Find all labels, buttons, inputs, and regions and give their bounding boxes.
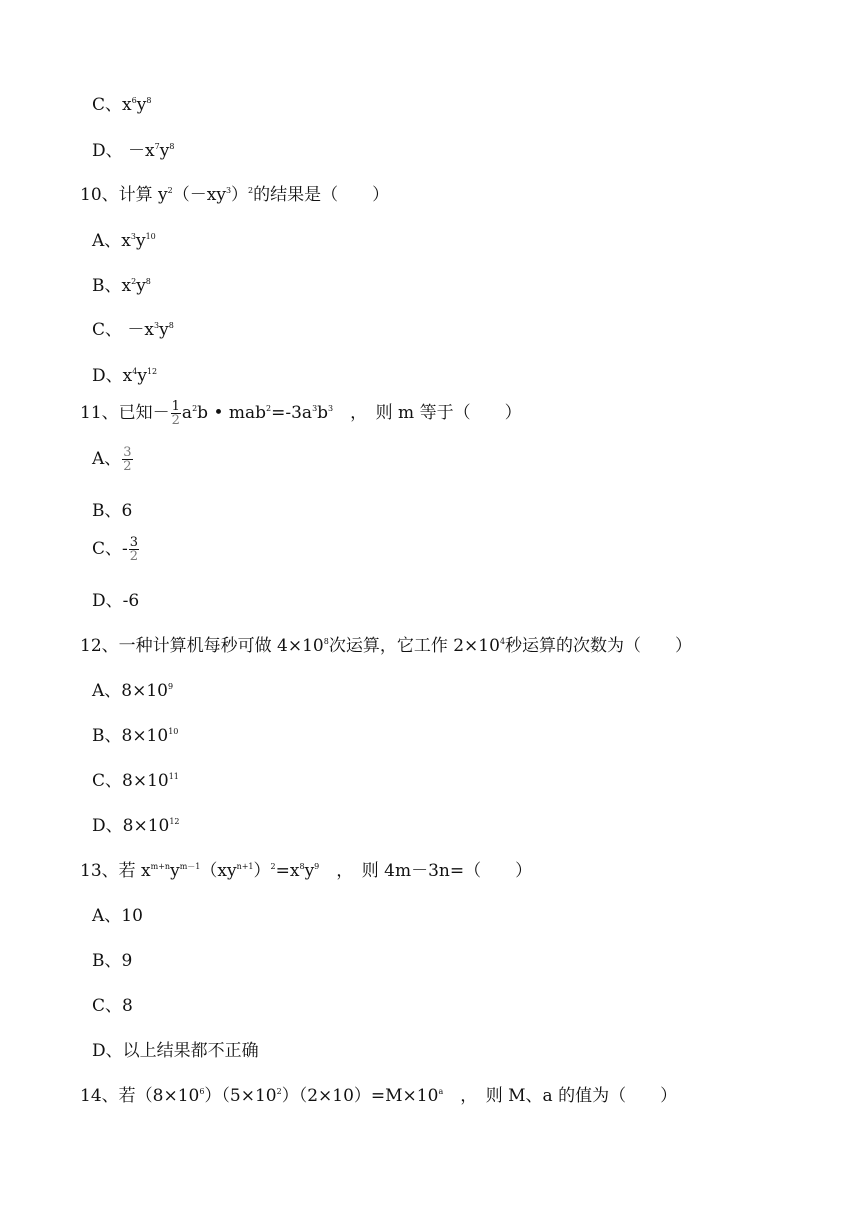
q11-option-d: D、-6 [92, 591, 140, 611]
q9-option-c: C、$x^6y^8$ [92, 95, 152, 115]
question-14-stem: 14、若$(8\times 10^6)(5\times 10^2)(2\times 10)=M\times 10^a$ ， 则 M、a 的值为（ ） [80, 1086, 678, 1106]
question-13-stem: 13、若 $x^{m+n}y^{m-1}(xy^{n+1})^2=x^8y^9$ ， 则 4m－3n=（ ） [80, 861, 533, 881]
q13-option-c: C、8 [92, 996, 133, 1016]
q10-option-b: B、$x^2y^8$ [92, 276, 151, 296]
question-11-stem: 11、已知－ $\frac{1}{2}$ $a^2b$ • $mab^2=-3a^3b^3$ ， 则 m 等于（ ） [80, 399, 522, 428]
q10-option-d: D、$x^4y^{12}$ [92, 366, 158, 386]
q9-option-d: D、 $-x^7y^8$ [92, 141, 175, 161]
q12-option-c: C、$8\times 10^{11}$ [92, 771, 179, 791]
q11-option-c: C、- $\frac{3}{2}$ [92, 535, 139, 564]
q12-option-a: A、$8\times 10^9$ [92, 681, 174, 701]
q13-option-a: A、10 [92, 906, 143, 926]
fraction-one-half: $\frac{1}{2}$ [171, 399, 180, 428]
q11-option-b: B、6 [92, 501, 133, 521]
q12-option-d: D、$8\times 10^{12}$ [92, 816, 180, 836]
question-10-stem: 10、计算 $y^2(-xy^3)^2$的结果是（ ） [80, 185, 390, 205]
fraction-three-halves: $\frac{3}{2}$ [129, 535, 139, 564]
q13-option-b: B、9 [92, 951, 133, 971]
q10-option-c: C、 $-x^3y^8$ [92, 320, 174, 340]
q12-option-b: B、$8\times 10^{10}$ [92, 726, 179, 746]
q13-option-d: D、以上结果都不正确 [92, 1041, 259, 1061]
q10-option-a: A、$x^3y^{10}$ [92, 231, 156, 251]
q11-option-a: A、 $\frac{3}{2}$ [92, 445, 132, 474]
fraction-three-halves: $\frac{3}{2}$ [123, 445, 132, 474]
question-12-stem: 12、一种计算机每秒可做 $4\times 10^8$次运算，它工作 $2\times 10^4$秒运算的次数为（ ） [80, 636, 693, 656]
